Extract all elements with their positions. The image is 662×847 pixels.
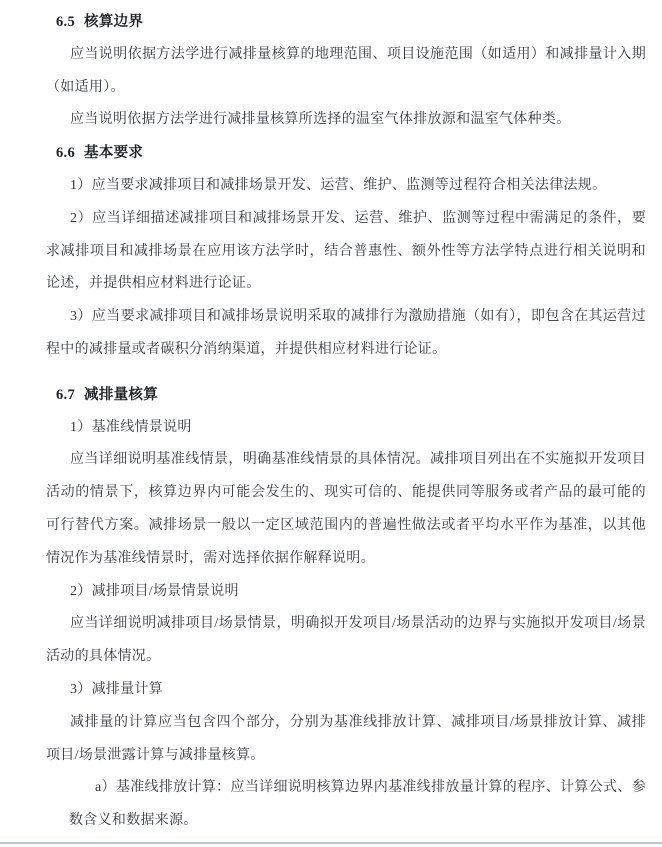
paragraph: 应当详细说明基准线情景，明确基准线情景的具体情况。减排项目列出在不实施拟开发项目活动的情景下，核算边界内可能会发生的、现实可信的、能提供同等服务或者产品的最可能的可行替代方案。减排场景一般以一定区域范围内的普遍性做法或者平均水平作为基准，以其他情况作为基准线情景时，需对选择依据作解释说明。	[46, 452, 646, 566]
paragraph: 应当说明依据方法学进行减排量核算的地理范围、项目设施范围（如适用）和减排量计入期（如适用）。	[46, 46, 646, 95]
paragraph: 减排量的计算应当包含四个部分，分别为基准线排放计算、减排项目/场景排放计算、减排项目/场景泄露计算与减排量核算。	[46, 714, 646, 763]
section-number: 6.7	[56, 386, 76, 403]
section-title: 基本要求	[84, 145, 144, 162]
section-number: 6.5	[56, 14, 76, 30]
list-item: 1）基准线情景说明	[70, 419, 192, 435]
section-heading-6-7	[46, 379, 646, 412]
section-heading-6-6	[46, 137, 646, 170]
list-item: 1）应当要求减排项目和减排场景开发、运营、维护、监测等过程符合相关法律法规。	[70, 177, 607, 193]
list-item: 3）应当要求减排项目和减排场景说明采取的减排行为激励措施（如有），即包含在其运营过程中的减排量或者碳积分消纳渠道，并提供相应材料进行论证。	[46, 309, 646, 357]
list-item: 3）减排量计算	[70, 681, 164, 697]
list-item: 2）应当详细描述减排项目和减排场景开发、运营、维护、监测等过程中需满足的条件，要求减排项目和减排场景在应用该方法学时，结合普惠性、额外性等方法学特点进行相关说明和论述，并提供相应材料进行论证。	[46, 210, 646, 292]
section-title: 减排量核算	[84, 386, 159, 403]
section-heading-6-5	[46, 6, 646, 39]
section-title: 核算边界	[84, 14, 144, 30]
section-number: 6.6	[56, 145, 76, 162]
sub-list-item: a）基准线排放计算：应当详细说明核算边界内基准线排放量计算的程序、计算公式、参数含义和数据来源。	[69, 780, 646, 829]
paragraph: 应当详细说明减排项目/场景情景，明确拟开发项目/场景活动的边界与实施拟开发项目/场景活动的具体情况。	[46, 616, 646, 665]
list-item: 2）减排项目/场景情景说明	[70, 583, 239, 599]
document-page	[46, 6, 646, 838]
paragraph: 应当说明依据方法学进行减排量核算所选择的温室气体排放源和温室气体种类。	[70, 112, 571, 128]
